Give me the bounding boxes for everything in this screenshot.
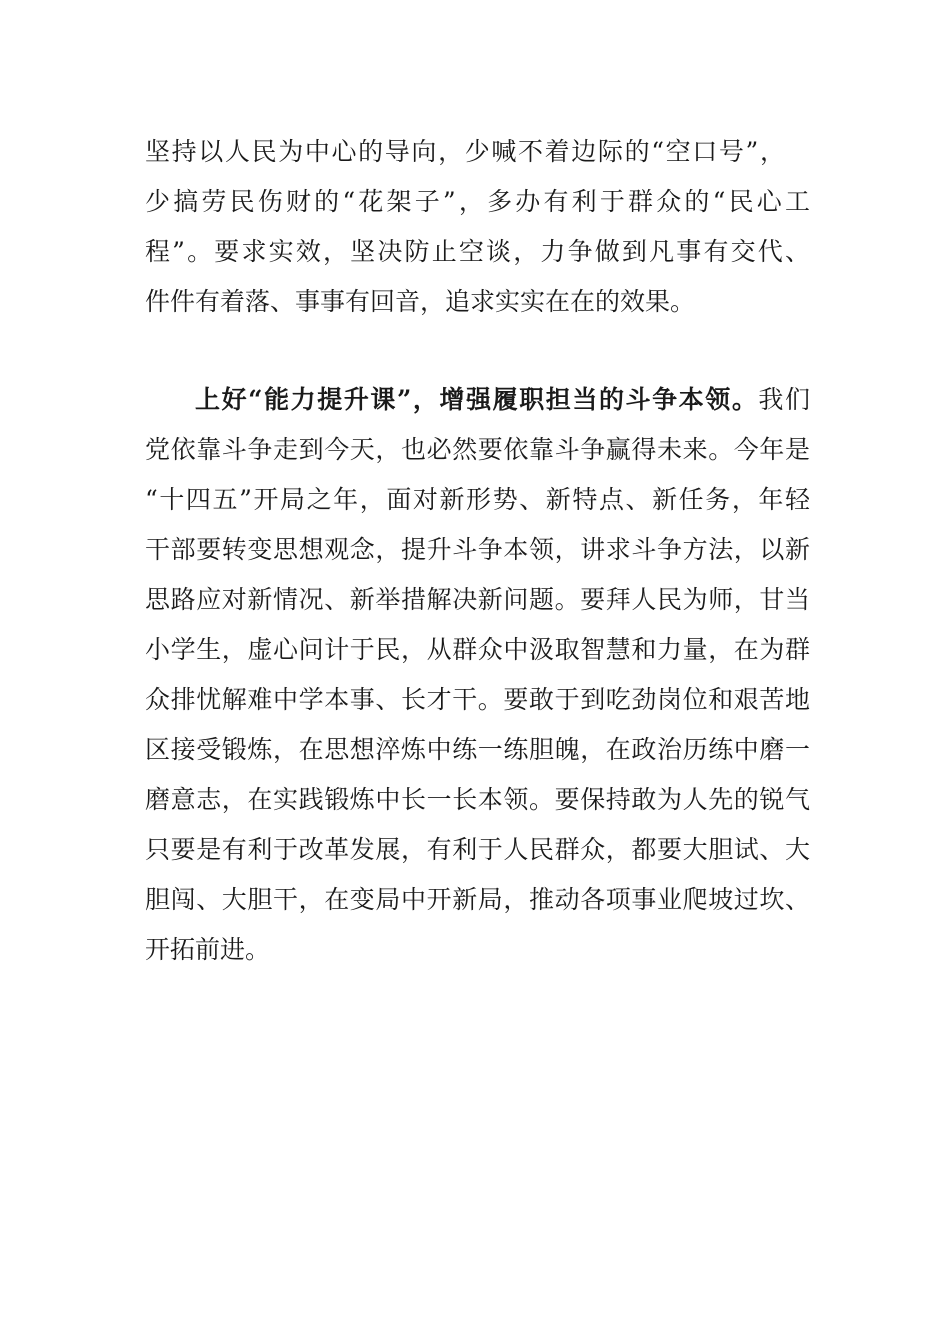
- paragraph-2-line-4: 干部要转变思想观念，提升斗争本领，讲求斗争方法，以新: [145, 535, 810, 564]
- paragraph-2-line-2: 党依靠斗争走到今天，也必然要依靠斗争赢得未来。今年是: [145, 435, 810, 464]
- paragraph-2-line-1: [195, 380, 810, 420]
- paragraph-2-line-12: 开拓前进。: [145, 935, 271, 964]
- paragraph-1-line-2: 少搞劳民伤财的“花架子”，多办有利于群众的“民心工: [145, 187, 810, 216]
- paragraph-2-line-1-rest: 我们: [758, 385, 810, 414]
- paragraph-2-line-8: 区接受锻炼，在思想淬炼中练一练胆魄，在政治历练中磨一: [145, 735, 810, 764]
- paragraph-1-line-3: 程”。要求实效，坚决防止空谈，力争做到凡事有交代、: [145, 237, 810, 266]
- paragraph-2-line-3: “十四五”开局之年，面对新形势、新特点、新任务，年轻: [145, 485, 810, 514]
- paragraph-2-line-11: 胆闯、大胆干，在变局中开新局，推动各项事业爬坡过坎、: [145, 885, 810, 914]
- paragraph-2-heading: 上好“能力提升课”，增强履职担当的斗争本领。: [195, 385, 759, 414]
- paragraph-2-line-6: 小学生，虚心问计于民，从群众中汲取智慧和力量，在为群: [145, 635, 810, 664]
- paragraph-2-line-7: 众排忧解难中学本事、长才干。要敢于到吃劲岗位和艰苦地: [145, 685, 810, 714]
- paragraph-1-line-4: 件件有着落、事事有回音，追求实实在在的效果。: [145, 287, 696, 316]
- paragraph-2-line-5: 思路应对新情况、新举措解决新问题。要拜人民为师，甘当: [145, 585, 810, 614]
- paragraph-2-line-9: 磨意志，在实践锻炼中长一长本领。要保持敢为人先的锐气: [145, 785, 810, 814]
- paragraph-1-line-1: 坚持以人民为中心的导向，少喊不着边际的“空口号”，: [145, 137, 785, 166]
- paragraph-2-line-10: 只要是有利于改革发展，有利于人民群众，都要大胆试、大: [145, 835, 810, 864]
